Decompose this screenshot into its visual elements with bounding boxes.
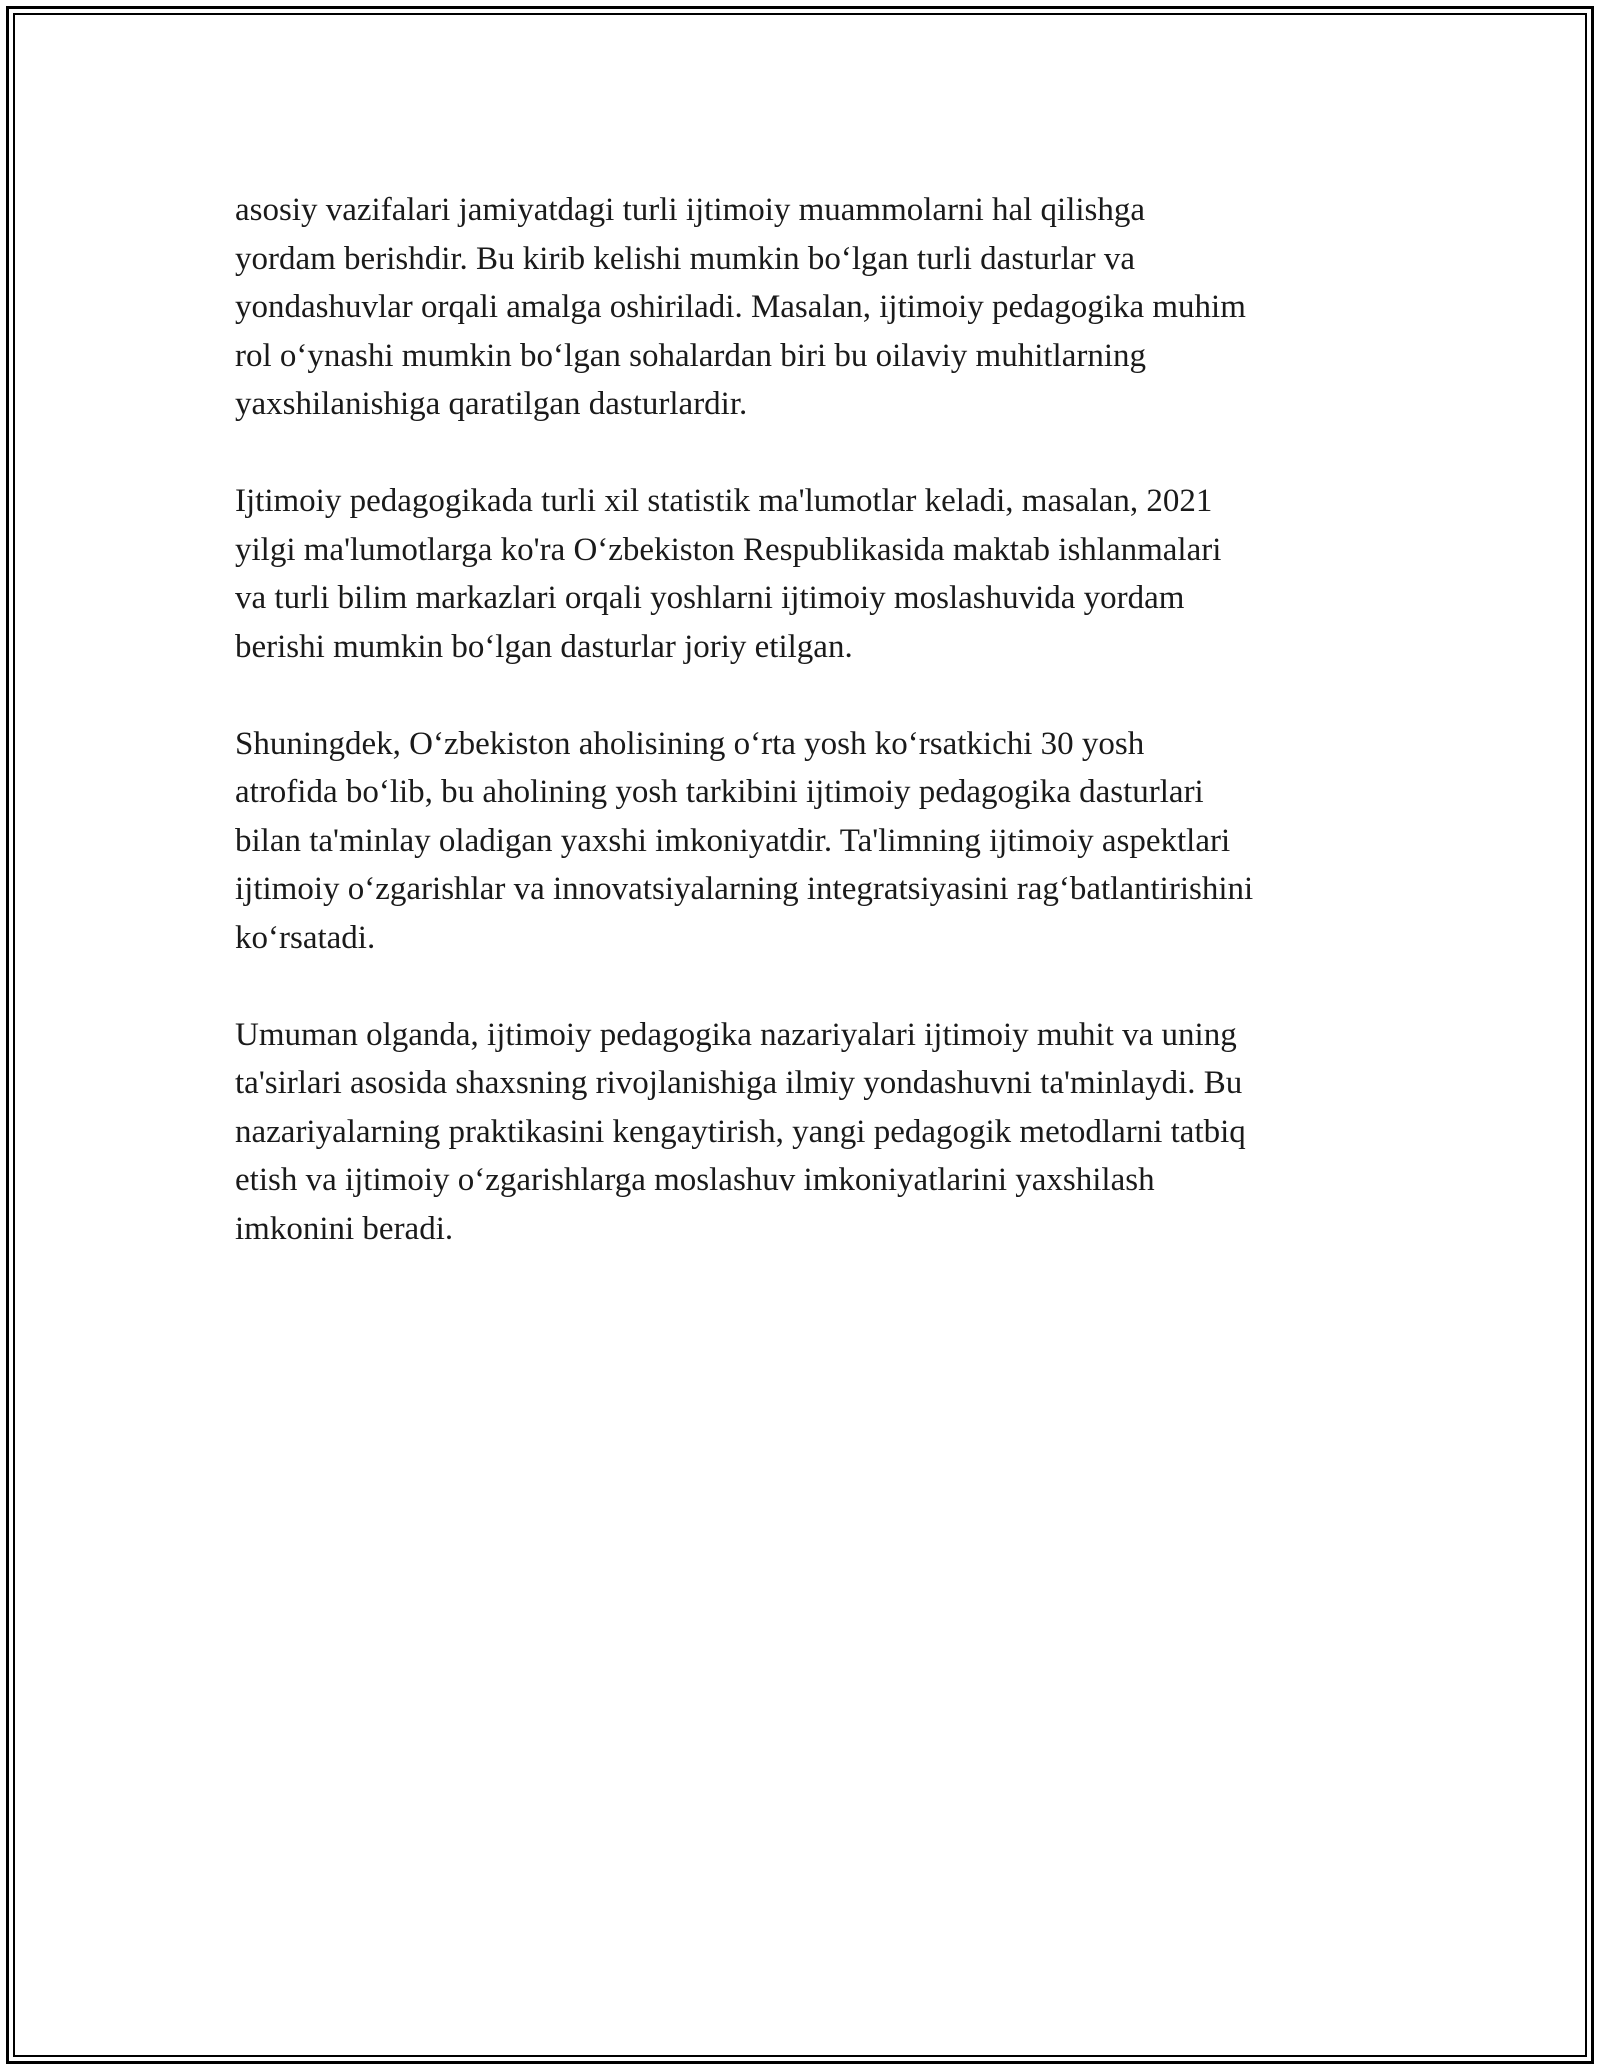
paragraph-2: Ijtimoiy pedagogikada turli xil statistik ma'lumotlar keladi, masalan, 2021 yilgi ma'lumotlarga ko'ra Oʻzbekiston Respublikasida maktab ishlanmalari va turli bilim markazlari orqali yoshlarni ijtimoiy moslashuvida yordam berishi mumkin boʻlgan dasturlar joriy etilgan. xyxy=(235,483,1222,665)
document-body xyxy=(235,186,1370,1302)
paragraph-4: Umuman olganda, ijtimoiy pedagogika nazariyalari ijtimoiy muhit va uning ta'sirlari asosida shaxsning rivojlanishiga ilmiy yondashuvni ta'minlaydi. Bu nazariyalarning praktikasini kengaytirish, yangi pedagogik metodlarni tatbiq etish va ijtimoiy oʻzgarishlarga moslashuv imkoniyatlarini yaxshilash imkonini beradi. xyxy=(235,1016,1246,1247)
paragraph-3: Shuningdek, Oʻzbekiston aholisining oʻrta yosh koʻrsatkichi 30 yosh atrofida boʻlib, bu aholining yosh tarkibini ijtimoiy pedagogika dasturlari bilan ta'minlay oladigan yaxshi imkoniyatdir. Ta'limning ijtimoiy aspektlari ijtimoiy oʻzgarishlar va innovatsiyalarning integratsiyasini ragʻbatlantirishini koʻrsatadi. xyxy=(235,725,1254,956)
paragraph-1: asosiy vazifalari jamiyatdagi turli ijtimoiy muammolarni hal qilishga yordam berishdir. Bu kirib kelishi mumkin boʻlgan turli dasturlar va yondashuvlar orqali amalga oshiriladi. Masalan, ijtimoiy pedagogika muhim rol oʻynashi mumkin boʻlgan sohalardan biri bu oilaviy muhitlarning yaxshilanishiga qaratilgan dasturlardir. xyxy=(235,192,1246,422)
